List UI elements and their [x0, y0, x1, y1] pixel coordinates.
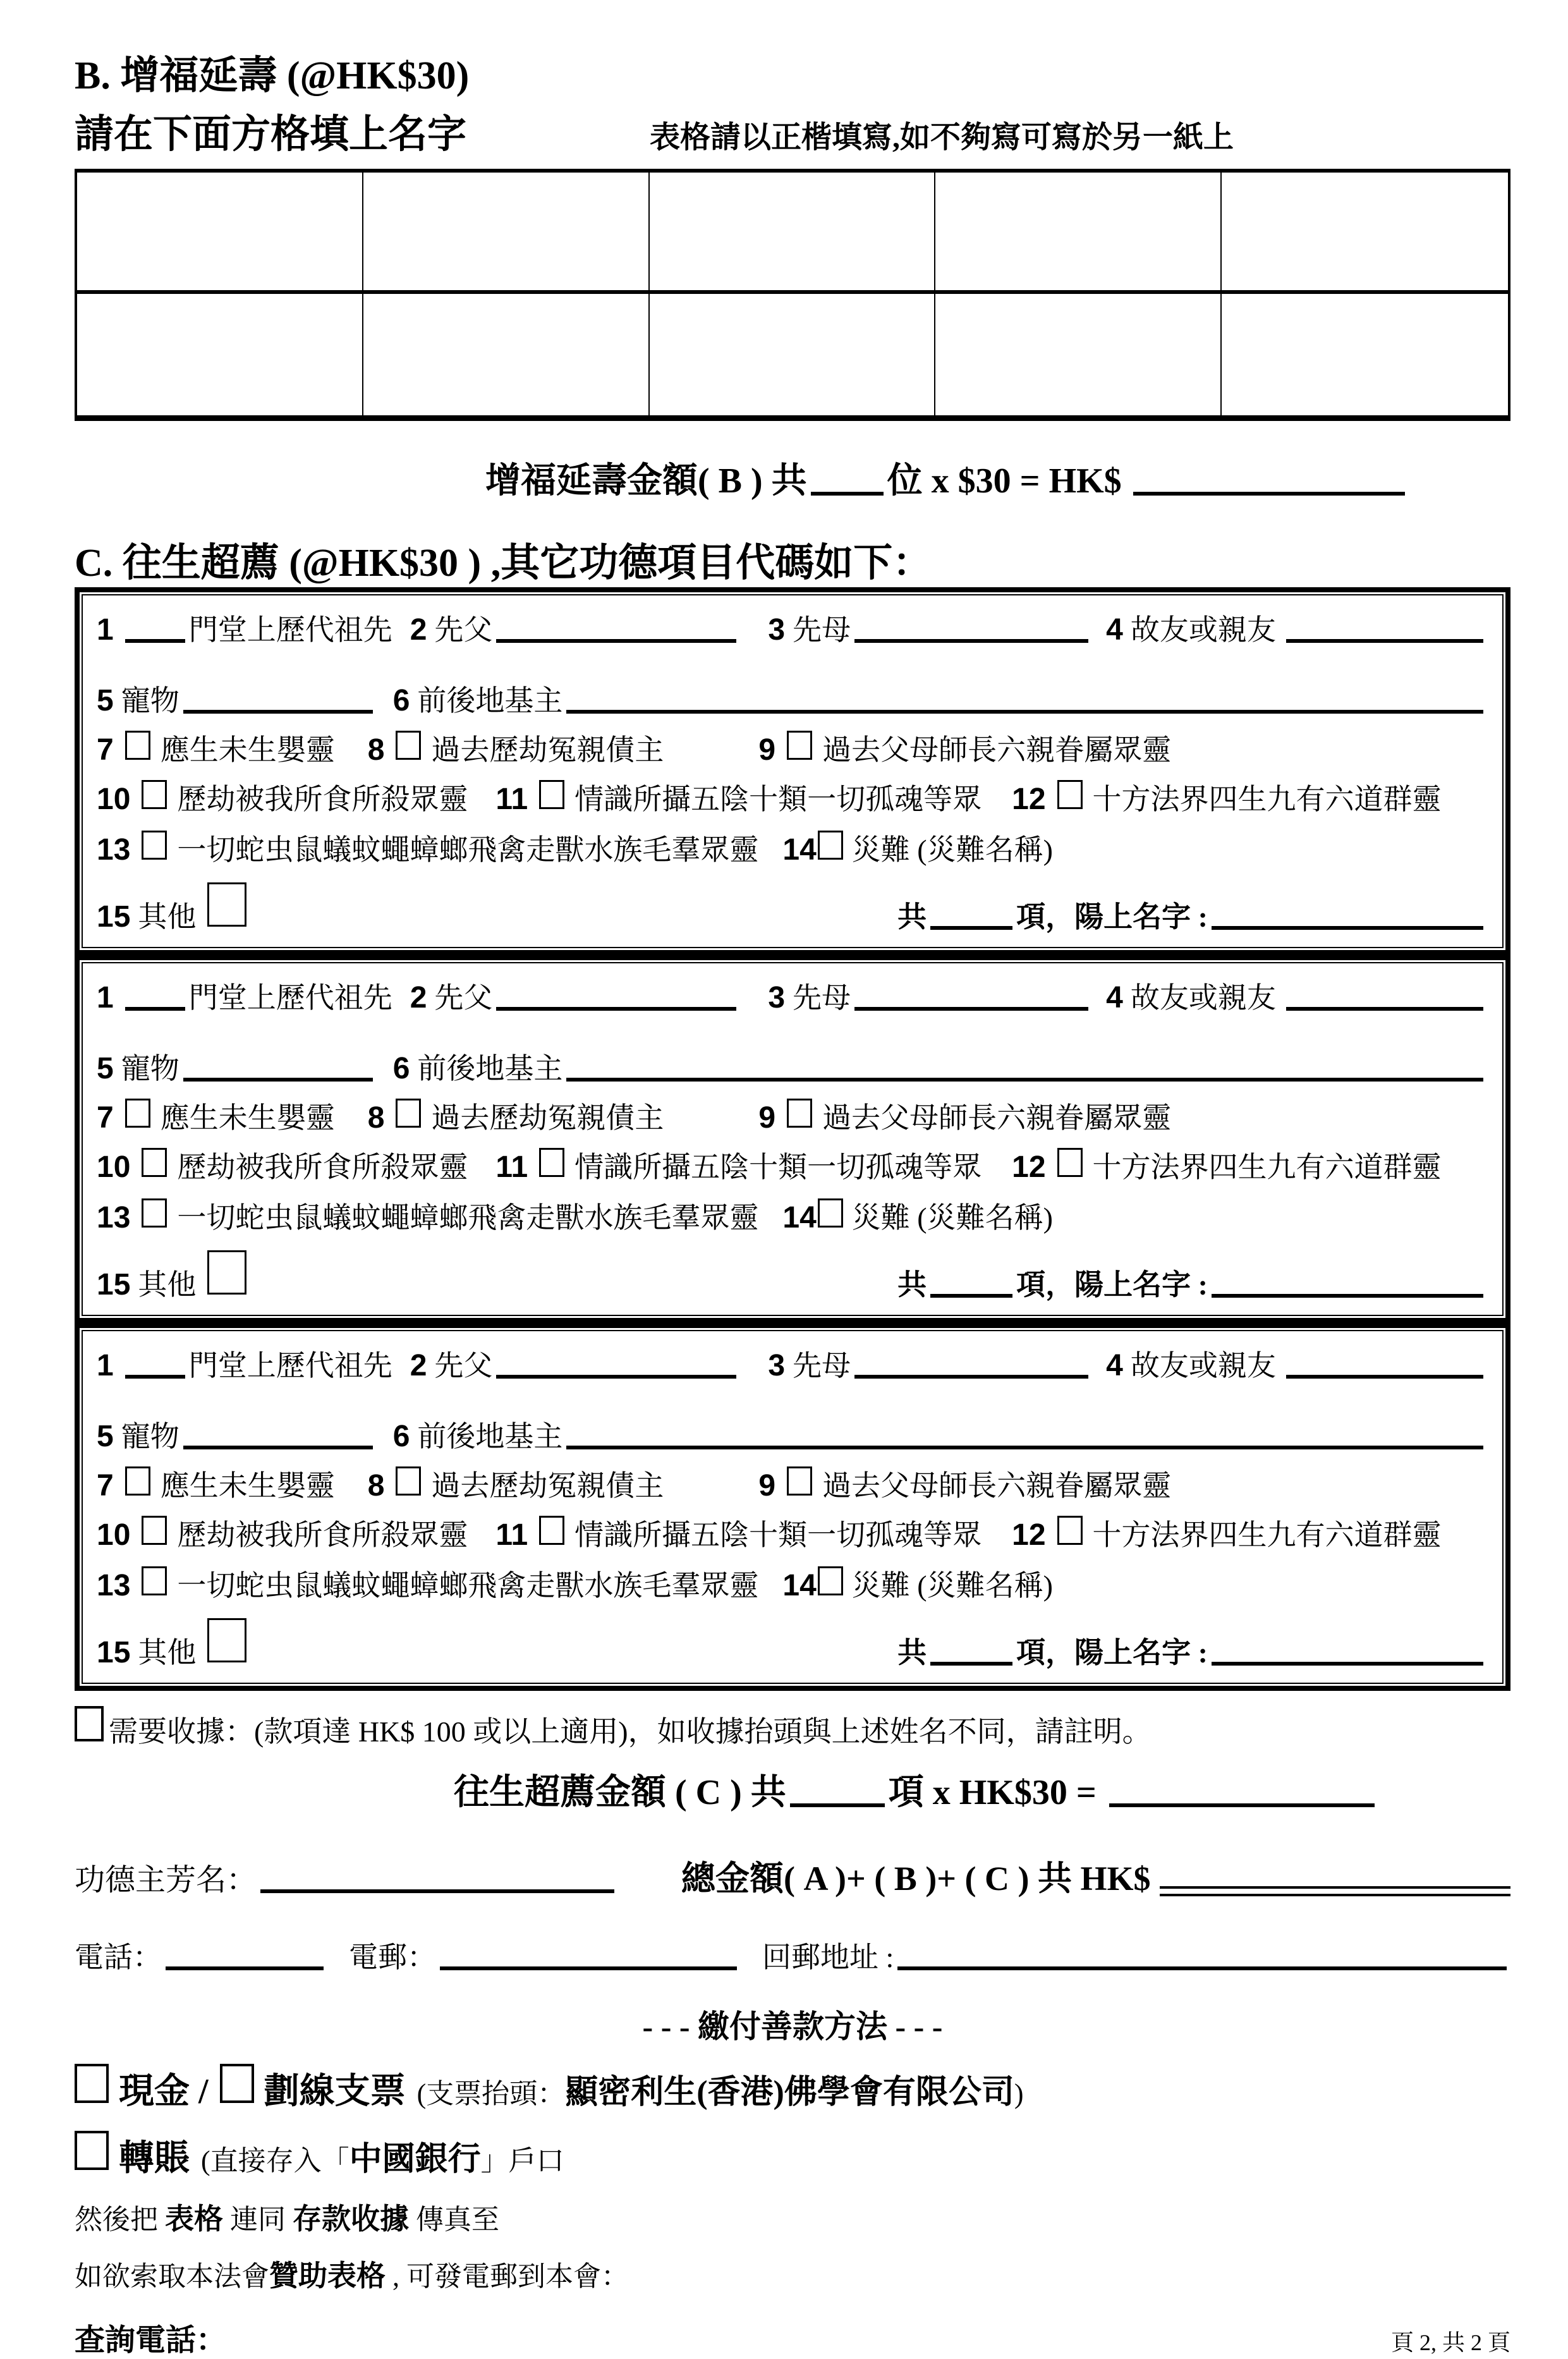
item-3-number: 3 — [768, 1349, 786, 1383]
item-5-number: 5 — [97, 1052, 114, 1086]
item-1-label: 門堂上歷代祖先 — [188, 982, 392, 1015]
memorial-block-3 — [75, 1323, 1510, 1691]
item-14-number: 14 — [782, 833, 817, 867]
item-13-label: 一切蛇虫鼠蟻蚊蠅蟑螂飛禽走獸水族毛羣眾靈 — [177, 1570, 759, 1602]
item-6-blank[interactable] — [566, 710, 1483, 714]
donor-row — [75, 1851, 1510, 1900]
name-cell[interactable] — [363, 294, 650, 415]
item-11-label: 情識所攝五陰十類一切孤魂等眾 — [574, 1519, 982, 1552]
grand-total-blank[interactable] — [1160, 1886, 1511, 1896]
item-15-label: 其他 — [138, 1269, 197, 1301]
memorial-block-3-inner — [82, 1330, 1504, 1684]
item-9-label: 過去父母師長六親眷屬眾靈 — [822, 734, 1172, 767]
item-10-number: 10 — [97, 1518, 131, 1552]
block-row-15 — [97, 882, 1487, 936]
fax-text-2: 連同 — [223, 2204, 293, 2236]
section-b-subtitle-row — [75, 102, 1510, 159]
block-names-blank[interactable] — [1212, 1662, 1483, 1666]
item-13-number: 13 — [97, 833, 131, 867]
item-15-checkbox[interactable] — [207, 1618, 246, 1662]
item-8-number: 8 — [367, 1101, 385, 1135]
item-8-checkbox[interactable] — [396, 731, 421, 760]
item-14-checkbox[interactable] — [818, 831, 843, 860]
name-cell[interactable] — [77, 173, 363, 294]
block-total-label: 共 — [897, 1637, 927, 1669]
names-table — [75, 169, 1510, 421]
item-15-checkbox[interactable] — [207, 882, 246, 927]
item-11-number: 11 — [495, 1150, 528, 1185]
item-11-number: 11 — [495, 1518, 528, 1552]
item-5-blank[interactable] — [183, 710, 373, 714]
payment-cash-cheque-row — [75, 2063, 1510, 2114]
item-11-checkbox[interactable] — [539, 1516, 564, 1545]
transfer-note-suffix: 」戶口 — [480, 2145, 564, 2177]
item-8-checkbox[interactable] — [396, 1099, 421, 1128]
c-total-prefix: 往生超薦金額 ( C ) 共 — [454, 1773, 786, 1813]
item-6-number: 6 — [392, 684, 410, 718]
item-9-number: 9 — [758, 1469, 776, 1503]
b-total-prefix: 增福延壽金額( B ) 共 — [485, 461, 807, 501]
enquiry-row — [75, 2315, 1510, 2359]
item-3-label: 先母 — [793, 982, 851, 1015]
item-12-number: 12 — [1012, 783, 1046, 817]
block-row-15 — [97, 1250, 1487, 1303]
item-1-label: 門堂上歷代祖先 — [188, 1350, 392, 1382]
block-row-13-14 — [97, 1566, 1487, 1604]
item-6-label: 前後地基主 — [417, 1052, 563, 1085]
item-10-number: 10 — [97, 1150, 131, 1185]
item-1-blank[interactable] — [125, 1007, 185, 1011]
item-5-blank[interactable] — [183, 1078, 373, 1082]
item-9-checkbox[interactable] — [787, 1466, 812, 1496]
fax-text-form: 表格 — [165, 2203, 223, 2236]
section-b-total-line — [75, 453, 1510, 503]
email-blank[interactable] — [440, 1966, 737, 1970]
item-5-number: 5 — [97, 684, 114, 718]
item-2-blank[interactable] — [496, 1375, 736, 1379]
item-10-label: 歷劫被我所食所殺眾靈 — [177, 1151, 468, 1184]
item-15-number: 15 — [97, 1268, 131, 1302]
item-9-number: 9 — [758, 733, 776, 767]
block-row-pets — [97, 1418, 1487, 1455]
contact-row — [75, 1934, 1510, 1976]
memorial-block-1 — [75, 587, 1510, 955]
transfer-label: 轉賬 — [119, 2139, 190, 2179]
item-13-number: 13 — [97, 1201, 131, 1235]
c-count-blank[interactable] — [790, 1803, 885, 1807]
item-3-blank[interactable] — [854, 1375, 1088, 1379]
request-text-1: 如欲索取本法會 — [75, 2260, 269, 2292]
item-14-checkbox[interactable] — [818, 1198, 843, 1228]
block-names-blank[interactable] — [1212, 1294, 1483, 1298]
item-4-blank[interactable] — [1286, 639, 1483, 643]
b-count-blank[interactable] — [811, 492, 884, 496]
block-row-13-14 — [97, 831, 1487, 869]
item-1-blank[interactable] — [125, 1375, 185, 1379]
item-8-label: 過去歷劫冤親債主 — [431, 1102, 664, 1135]
name-cell[interactable] — [1222, 294, 1508, 415]
block-row-7-9 — [97, 1099, 1487, 1137]
item-12-label: 十方法界四生九有六道群靈 — [1092, 1519, 1442, 1552]
block-names-label: 項，陽上名字 : — [1016, 901, 1208, 934]
request-text-2: , 可發電郵到本會： — [386, 2260, 629, 2292]
item-6-label: 前後地基主 — [417, 685, 563, 717]
item-5-label: 寵物 — [121, 1420, 179, 1453]
item-1-number: 1 — [97, 981, 114, 1015]
name-cell[interactable] — [650, 294, 936, 415]
memorial-block-2 — [75, 955, 1510, 1323]
receipt-label: 需要收據： — [109, 1716, 254, 1748]
page-number: 頁 2, 共 2 頁 — [1390, 2330, 1510, 2356]
item-10-checkbox[interactable] — [142, 780, 167, 809]
item-6-label: 前後地基主 — [417, 1420, 563, 1453]
block-total-label: 共 — [897, 901, 927, 934]
block-row-15 — [97, 1618, 1487, 1671]
cheque-checkbox[interactable] — [220, 2064, 254, 2103]
phone-label: 電話： — [75, 1941, 162, 1974]
item-7-label: 應生未生嬰靈 — [160, 734, 335, 767]
item-13-checkbox[interactable] — [142, 1566, 167, 1595]
item-14-label: 災難 (災難名稱) — [851, 1202, 1053, 1234]
block-count-blank[interactable] — [930, 1662, 1012, 1666]
receipt-line — [75, 1706, 1510, 1750]
item-5-label: 寵物 — [121, 685, 179, 717]
item-13-checkbox[interactable] — [142, 1198, 167, 1228]
item-4-label: 故友或親友 — [1130, 982, 1276, 1015]
item-4-label: 故友或親友 — [1130, 614, 1276, 647]
item-14-number: 14 — [782, 1201, 817, 1235]
item-15-number: 15 — [97, 900, 131, 934]
block-names-label: 項，陽上名字 : — [1016, 1637, 1208, 1669]
block-count-blank[interactable] — [930, 926, 1012, 930]
name-cell[interactable] — [77, 294, 363, 415]
item-7-checkbox[interactable] — [125, 1466, 150, 1496]
section-b-subtitle: 請在下面方格填上名字 — [75, 113, 467, 157]
item-3-blank[interactable] — [854, 1007, 1088, 1011]
item-10-checkbox[interactable] — [142, 1516, 167, 1545]
block-row-10-12 — [97, 1148, 1487, 1186]
name-cell[interactable] — [935, 173, 1222, 294]
item-4-number: 4 — [1106, 981, 1123, 1015]
receipt-note: (款項達 HK$ 100 或以上適用)，如收據抬頭與上述姓名不同，請註明。 — [254, 1716, 1152, 1748]
name-cell[interactable] — [1222, 173, 1508, 294]
cash-checkbox[interactable] — [75, 2064, 109, 2103]
item-13-label: 一切蛇虫鼠蟻蚊蠅蟑螂飛禽走獸水族毛羣眾靈 — [177, 834, 759, 867]
item-10-number: 10 — [97, 783, 131, 817]
block-row-ancestors — [97, 980, 1487, 1016]
donor-name-blank[interactable] — [260, 1889, 614, 1893]
section-c-title: C. 往生超薦 (@HK$30 ) ,其它功德項目代碼如下： — [75, 542, 932, 585]
section-b-title: B. 增福延壽 (@HK$30) — [75, 54, 470, 97]
item-9-label: 過去父母師長六親眷屬眾靈 — [822, 1102, 1172, 1135]
item-11-checkbox[interactable] — [539, 780, 564, 809]
donor-label: 功德主芳名： — [75, 1863, 257, 1898]
item-14-number: 14 — [782, 1569, 817, 1603]
address-blank[interactable] — [897, 1966, 1507, 1970]
phone-blank[interactable] — [166, 1966, 324, 1970]
item-10-label: 歷劫被我所食所殺眾靈 — [177, 783, 468, 816]
item-2-number: 2 — [410, 981, 427, 1015]
item-15-label: 其他 — [138, 1637, 197, 1669]
block-names-label: 項，陽上名字 : — [1016, 1269, 1208, 1301]
item-11-label: 情識所攝五陰十類一切孤魂等眾 — [574, 1151, 982, 1184]
payment-heading: - - - 繳付善款方法 - - - — [642, 2009, 943, 2045]
item-6-number: 6 — [392, 1052, 410, 1086]
grand-total-label: 總金額( A )+ ( B )+ ( C ) 共 HK$ — [681, 1860, 1151, 1898]
item-2-label: 先父 — [434, 614, 493, 647]
item-3-label: 先母 — [793, 1350, 851, 1382]
item-14-label: 災難 (災難名稱) — [851, 1570, 1053, 1602]
block-row-pets — [97, 683, 1487, 719]
item-6-blank[interactable] — [566, 1078, 1483, 1082]
item-8-checkbox[interactable] — [396, 1466, 421, 1496]
cheque-payee-suffix: ) — [1014, 2078, 1024, 2110]
item-14-checkbox[interactable] — [818, 1566, 843, 1595]
transfer-checkbox[interactable] — [75, 2131, 109, 2170]
item-7-number: 7 — [97, 1101, 114, 1135]
cheque-label: 劃線支票 — [264, 2072, 406, 2112]
item-1-number: 1 — [97, 1349, 114, 1383]
item-12-checkbox[interactable] — [1057, 1148, 1083, 1177]
block-total-label: 共 — [897, 1269, 927, 1301]
item-10-checkbox[interactable] — [142, 1148, 167, 1177]
block-row-10-12 — [97, 780, 1487, 818]
name-cell[interactable] — [935, 294, 1222, 415]
fax-text-3: 傳真至 — [409, 2204, 499, 2236]
item-4-number: 4 — [1106, 613, 1123, 647]
bank-name: 中國銀行 — [349, 2142, 481, 2178]
email-label: 電郵： — [349, 1941, 436, 1974]
fax-text-1: 然後把 — [75, 2204, 165, 2236]
request-text-form: 贊助表格 — [269, 2259, 386, 2292]
item-1-blank[interactable] — [125, 639, 185, 643]
item-1-label: 門堂上歷代祖先 — [188, 614, 392, 647]
item-3-number: 3 — [768, 613, 786, 647]
item-13-number: 13 — [97, 1569, 131, 1603]
item-6-blank[interactable] — [566, 1446, 1483, 1449]
fax-text-receipt: 存款收據 — [293, 2203, 409, 2236]
item-15-number: 15 — [97, 1636, 131, 1670]
transfer-note-prefix: (直接存入「 — [201, 2145, 349, 2177]
item-6-number: 6 — [392, 1420, 410, 1454]
item-9-number: 9 — [758, 1101, 776, 1135]
item-2-blank[interactable] — [496, 639, 736, 643]
item-14-label: 災難 (災難名稱) — [851, 834, 1053, 867]
item-7-label: 應生未生嬰靈 — [160, 1102, 335, 1135]
item-9-label: 過去父母師長六親眷屬眾靈 — [822, 1470, 1172, 1503]
payment-transfer-row — [75, 2130, 1510, 2181]
block-names-blank[interactable] — [1212, 926, 1483, 930]
block-row-13-14 — [97, 1198, 1487, 1236]
item-3-blank[interactable] — [854, 639, 1088, 643]
item-15-checkbox[interactable] — [207, 1250, 246, 1295]
item-3-label: 先母 — [793, 614, 851, 647]
item-7-number: 7 — [97, 733, 114, 767]
receipt-checkbox[interactable] — [75, 1706, 104, 1741]
cash-cheque-separator: / — [198, 2072, 209, 2112]
memorial-block-2-inner — [82, 962, 1504, 1316]
item-12-number: 12 — [1012, 1518, 1046, 1552]
item-2-number: 2 — [410, 1349, 427, 1383]
item-11-label: 情識所攝五陰十類一切孤魂等眾 — [574, 783, 982, 816]
address-label: 回郵地址 : — [762, 1941, 894, 1974]
block-row-7-9 — [97, 1466, 1487, 1504]
item-12-label: 十方法界四生九有六道群靈 — [1092, 783, 1442, 816]
cheque-payee-name: 顯密利生(香港)佛學會有限公司 — [565, 2075, 1014, 2111]
fill-instruction-note: 表格請以正楷填寫,如不夠寫可寫於另一紙上 — [650, 121, 1234, 155]
item-15-label: 其他 — [138, 901, 197, 934]
item-8-number: 8 — [367, 733, 385, 767]
request-form-line — [75, 2258, 1510, 2295]
item-2-label: 先父 — [434, 982, 493, 1015]
item-10-label: 歷劫被我所食所殺眾靈 — [177, 1519, 468, 1552]
enquiry-label: 查詢電話： — [75, 2324, 227, 2358]
cash-label: 現金 — [119, 2072, 190, 2112]
item-8-label: 過去歷劫冤親債主 — [431, 1470, 664, 1503]
item-1-number: 1 — [97, 613, 114, 647]
item-12-number: 12 — [1012, 1150, 1046, 1185]
b-amount-blank[interactable] — [1133, 492, 1405, 496]
block-row-ancestors — [97, 612, 1487, 649]
item-8-label: 過去歷劫冤親債主 — [431, 734, 664, 767]
item-2-number: 2 — [410, 613, 427, 647]
block-row-10-12 — [97, 1516, 1487, 1554]
fax-instruction-line — [75, 2201, 1510, 2238]
memorial-block-1-inner — [82, 594, 1504, 948]
c-total-mid: 項 x HK$30 = — [888, 1773, 1097, 1813]
item-8-number: 8 — [367, 1469, 385, 1503]
item-13-checkbox[interactable] — [142, 831, 167, 860]
item-3-number: 3 — [768, 981, 786, 1015]
item-9-checkbox[interactable] — [787, 1099, 812, 1128]
item-12-checkbox[interactable] — [1057, 780, 1083, 809]
name-cell[interactable] — [363, 173, 650, 294]
b-total-mid: 位 x $30 = HK$ — [887, 461, 1122, 501]
item-5-blank[interactable] — [183, 1446, 373, 1449]
item-13-label: 一切蛇虫鼠蟻蚊蠅蟑螂飛禽走獸水族毛羣眾靈 — [177, 1202, 759, 1234]
block-row-ancestors — [97, 1348, 1487, 1384]
item-9-checkbox[interactable] — [787, 731, 812, 760]
item-5-label: 寵物 — [121, 1052, 179, 1085]
cheque-payee-prefix: (支票抬頭： — [416, 2078, 566, 2110]
item-7-number: 7 — [97, 1469, 114, 1503]
item-4-number: 4 — [1106, 1349, 1123, 1383]
item-12-checkbox[interactable] — [1057, 1516, 1083, 1545]
item-11-checkbox[interactable] — [539, 1148, 564, 1177]
item-4-blank[interactable] — [1286, 1007, 1483, 1011]
item-12-label: 十方法界四生九有六道群靈 — [1092, 1151, 1442, 1184]
item-7-checkbox[interactable] — [125, 731, 150, 760]
block-row-pets — [97, 1051, 1487, 1087]
name-cell[interactable] — [650, 173, 936, 294]
c-amount-blank[interactable] — [1109, 1803, 1375, 1807]
item-11-number: 11 — [495, 783, 528, 817]
item-7-checkbox[interactable] — [125, 1099, 150, 1128]
item-2-label: 先父 — [434, 1350, 493, 1382]
block-row-7-9 — [97, 731, 1487, 769]
item-4-blank[interactable] — [1286, 1375, 1483, 1379]
block-count-blank[interactable] — [930, 1294, 1012, 1298]
section-c-total-line — [75, 1764, 1510, 1815]
item-7-label: 應生未生嬰靈 — [160, 1470, 335, 1503]
item-2-blank[interactable] — [496, 1007, 736, 1011]
item-5-number: 5 — [97, 1420, 114, 1454]
item-4-label: 故友或親友 — [1130, 1350, 1276, 1382]
